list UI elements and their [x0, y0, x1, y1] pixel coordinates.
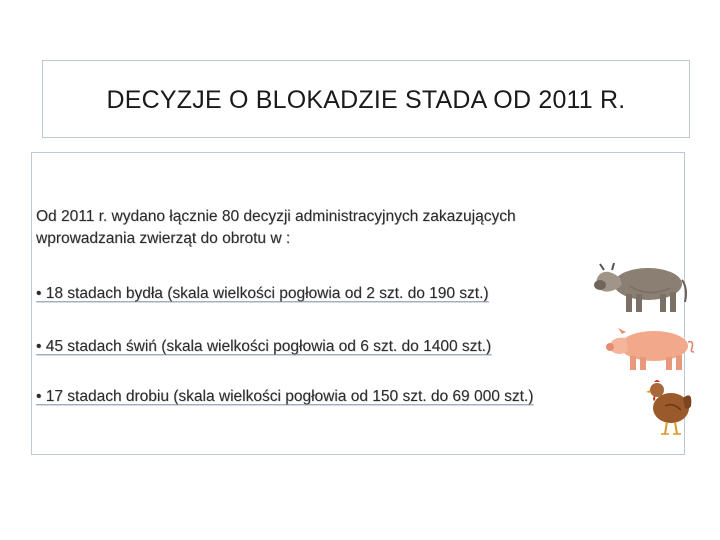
- hen-icon: [645, 376, 695, 438]
- bullet-cattle: • 18 stadach bydła (skala wielkości pogłowia od 2 szt. do 190 szt.): [36, 285, 489, 302]
- slide-title: DECYZJE O BLOKADZIE STADA OD 2011 R.: [106, 85, 626, 114]
- pig-icon: [604, 322, 696, 374]
- intro-line-2: wprowadzania zwierząt do obrotu w :: [36, 230, 291, 247]
- bullet-pigs: • 45 stadach świń (skala wielkości pogłowia od 6 szt. do 1400 szt.): [36, 338, 492, 355]
- title-box: [42, 60, 690, 138]
- cow-icon: [590, 258, 690, 316]
- bullet-poultry: • 17 stadach drobiu (skala wielkości pogłowia od 150 szt. do 69 000 szt.): [36, 388, 534, 405]
- intro-line-1: Od 2011 r. wydano łącznie 80 decyzji administracyjnych zakazujących: [36, 208, 516, 225]
- intro-text: [36, 206, 516, 250]
